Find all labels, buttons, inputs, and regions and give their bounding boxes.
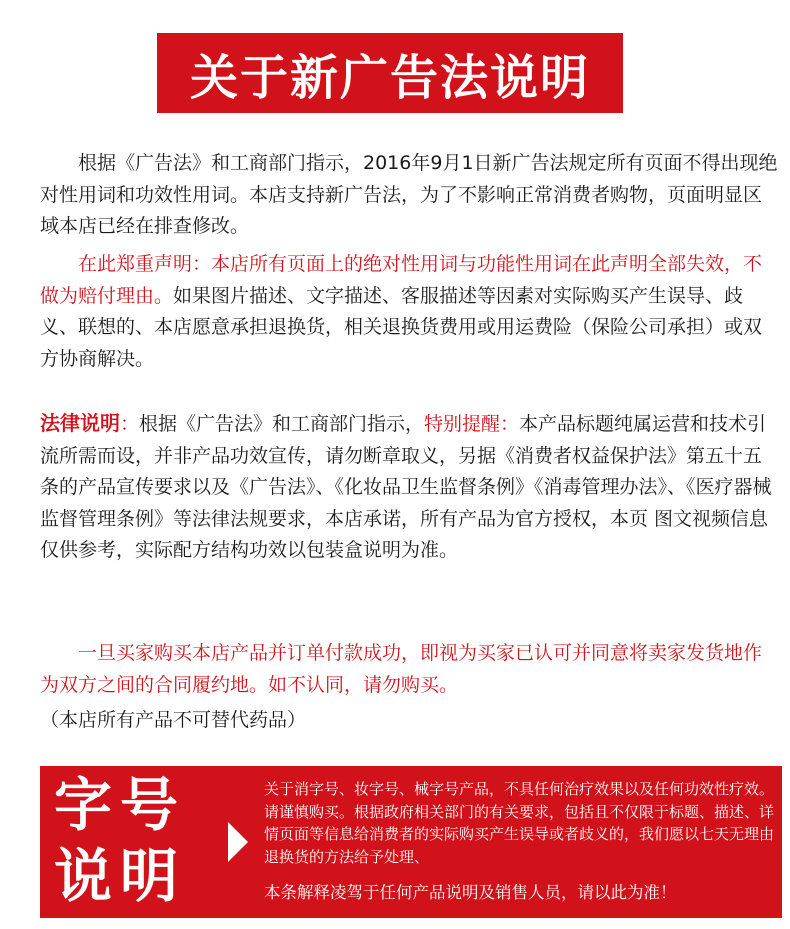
legal-label: 法律说明 (40, 411, 120, 435)
declaration-body: 如果图片描述、文字描述、客服描述等因素对实际购买产生误导、歧义、联想的、本店愿意承担退换货，相关退换货费用或用运费险（保险公司承担）或双方协商解决。 (40, 284, 763, 370)
purchase-agreement-paragraph: 一旦买家购买本店产品并订单付款成功，即视为买家已认可并同意将卖家发货地作为双方之间的合同履约地。如不认同，请勿购买。 (40, 642, 763, 696)
intro-paragraph: 根据《广告法》和工商部门指示，2016年9月1日新广告法规定所有页面不得出现绝对性用词和功效性用词。本店支持新广告法，为了不影响正常消费者购物，页面明显区域本店已经在排查修改。 (40, 152, 778, 237)
declaration-highlight: 在此郑重声明：本店所有页面上的绝对性用词与功能性用词在此声明全部失效，不做为赔付理由。 (40, 253, 763, 307)
page-title: 关于新广告法说明 (157, 33, 623, 113)
license-number-notice-panel (40, 766, 782, 918)
reminder-label: 特别提醒： (424, 413, 520, 435)
legal-text-part2: 本产品标题纯属运营和技术引流所需而设，并非产品功效宣传，请勿断章取义，另据《消费者权益保护法》第五十五条的产品宣传要求以及《广告法》、《化妆品卫生监督条例》《消毒管理办法》、《医疗器械监督管理条例》等法律法规要求，本店承诺，所有产品为官方授权，本页 图文视频信息仅供参考，实际配方结构功效以包装盒说明为准。 (40, 413, 772, 561)
legal-paragraph (40, 408, 780, 567)
legal-label-colon: ： (120, 413, 140, 435)
drug-substitute-note: （本店所有产品不可替代药品） (40, 709, 307, 731)
panel-title (54, 770, 214, 912)
legal-text-part1: 根据《广告法》和工商部门指示， (139, 413, 425, 435)
panel-title-line1: 字号 (54, 771, 187, 839)
panel-final-statement: 本条解释凌驾于任何产品说明及销售人员，请以此为准！ (264, 883, 677, 902)
panel-title-line2: 说明 (54, 842, 187, 910)
declaration-paragraph (40, 249, 780, 375)
panel-notice-text: 关于消字号、妆字号、械字号产品，不具任何治疗效果以及任何功效性疗效。请谨慎购买。根据政府相关部门的有关要求，包括且不仅限于标题、描述、详情页面等信息给消费者的实际购买产生误导或者歧义的，我们愿以七天无理由退换货的方法给予处理、 (264, 780, 775, 866)
triangle-arrow-icon (228, 822, 248, 862)
